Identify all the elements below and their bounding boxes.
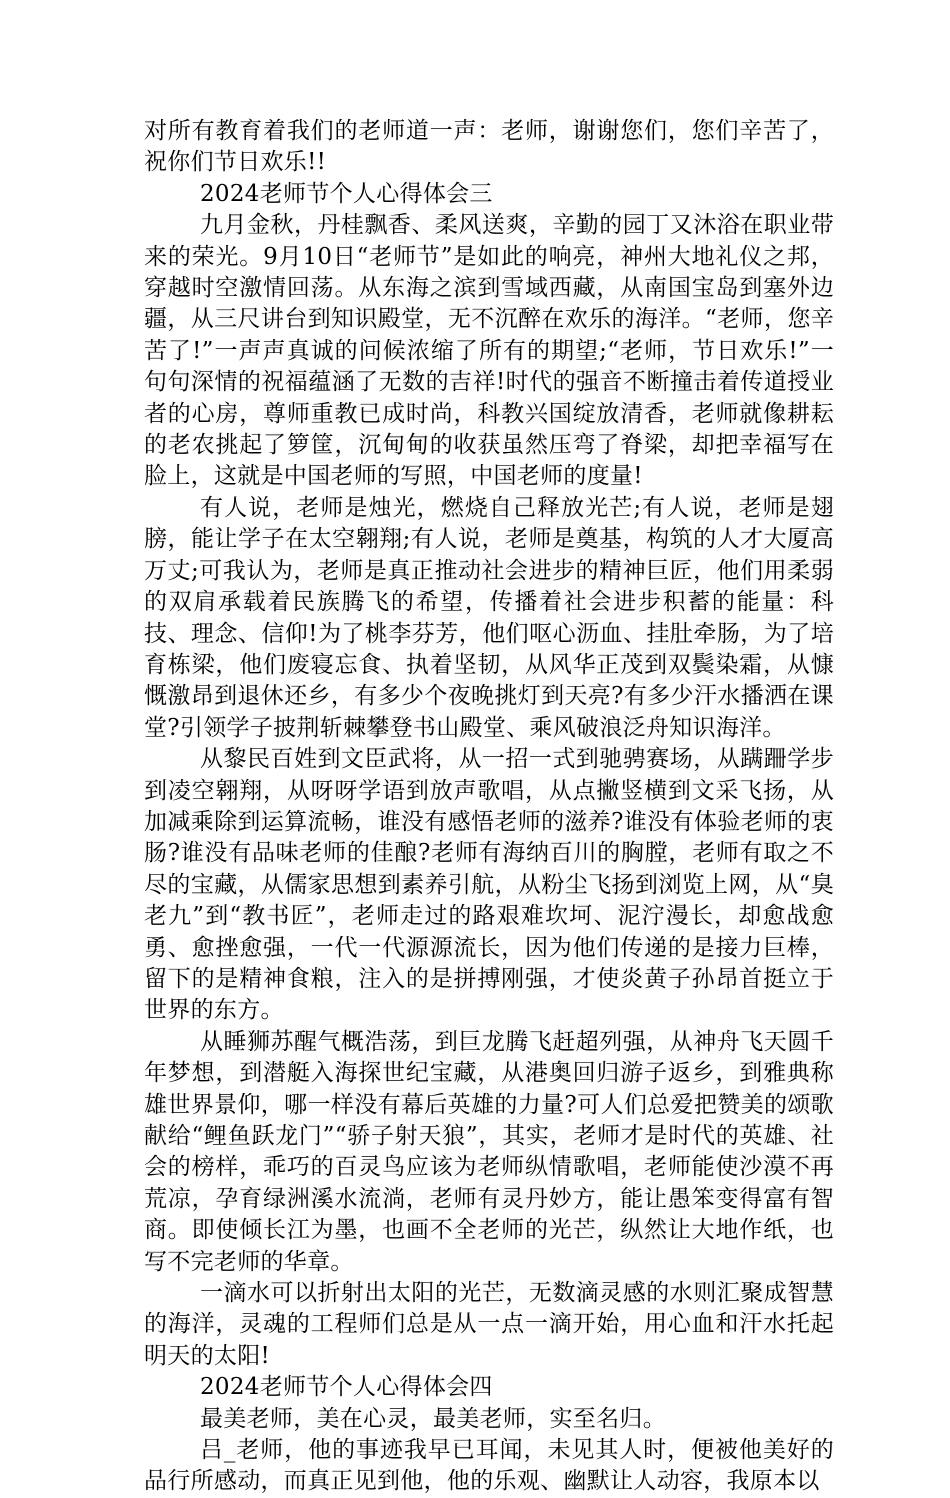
- paragraph-teacher-lv: 吕_老师，他的事迹我早已耳闻，未见其人时，便被他美好的品行所感动，而真正见到他，他的乐观、幽默让人动容，我原本以: [144, 1437, 834, 1495]
- document-body: [144, 116, 834, 1498]
- paragraph-awakened-lion: 从睡狮苏醒气概浩荡，到巨龙腾飞赶超列强，从神舟飞天圆千年梦想，到潜艇入海探世纪宝藏，从港奥回归游子返乡，到雅典称雄世界景仰，哪一样没有幕后英雄的力量?可人们总爱把赞美的颂歌献给“鲤鱼跃龙门”“骄子射天狼”，其实，老师才是时代的英雄、社会的榜样，乖巧的百灵鸟应该为老师纵情歌唱，老师能使沙漠不再荒凉，孕育绿洲溪水流淌，老师有灵丹妙方，能让愚笨变得富有智商。即使倾长江为墨，也画不全老师的光芒，纵然让大地作纸，也写不完老师的华章。: [144, 1028, 834, 1275]
- paragraph-most-beautiful-teacher: 最美老师，美在心灵，最美老师，实至名归。: [200, 1405, 666, 1432]
- paragraph-closing-wish: 对所有教育着我们的老师道一声：老师，谢谢您们，您们辛苦了，祝你们节日欢乐!!: [144, 118, 834, 176]
- paragraph-candle-light: 有人说，老师是烛光，燃烧自己释放光芒;有人说，老师是翅膀，能让学子在太空翱翔;有人说，老师是奠基，构筑的人才大厦高万丈;可我认为，老师是真正推动社会进步的精神巨匠，他们用柔弱的双肩承载着民族腾飞的希望，传播着社会进步积蓄的能量：科技、理念、信仰!为了桃李芬芳，他们呕心沥血、挂肚牵肠，为了培育栋梁，他们废寝忘食、执着坚韧，从风华正茂到双鬓染霜，从慷慨激昂到退休还乡，有多少个夜晚挑灯到天亮?有多少汗水播洒在课堂?引领学子披荆斩棘攀登书山殿堂、乘风破浪泛舟知识海洋。: [144, 494, 834, 741]
- section-heading-three: 2024老师节个人心得体会三: [200, 180, 493, 207]
- paragraph-common-people: 从黎民百姓到文臣武将，从一招一式到驰骋赛场，从蹒跚学步到凌空翱翔，从呀呀学语到放声歌唱，从点撇竖横到文采飞扬，从加减乘除到运算流畅，谁没有感悟老师的滋养?谁没有体验老师的衷肠?谁没有品味老师的佳酿?老师有海纳百川的胸膛，老师有取之不尽的宝藏，从儒家思想到素养引航，从粉尘飞扬到浏览上网，从“臭老九”到“教书匠”，老师走过的路艰难坎坷、泥泞漫长，却愈战愈勇、愈挫愈强，一代一代源源流长，因为他们传递的是接力巨棒，留下的是精神食粮，注入的是拼搏刚强，才使炎黄子孙昂首挺立于世界的东方。: [144, 746, 834, 1024]
- paragraph-golden-autumn: 九月金秋，丹桂飘香、柔风送爽，辛勤的园丁又沐浴在职业带来的荣光。9月10日“老师节”是如此的响亮，神州大地礼仪之邦，穿越时空激情回荡。从东海之滨到雪域西藏，从南国宝岛到塞外边疆，从三尺讲台到知识殿堂，无不沉醉在欢乐的海洋。“老师，您辛苦了!”一声声真诚的问候浓缩了所有的期望;“老师，节日欢乐!”一句句深情的祝福蕴涵了无数的吉祥!时代的强音不断撞击着传道授业者的心房，尊师重教已成时尚，科教兴国绽放清香，老师就像耕耘的老农挑起了箩筐，沉甸甸的收获虽然压弯了脊梁，却把幸福写在脸上，这就是中国老师的写照，中国老师的度量!: [144, 212, 834, 490]
- section-heading-four: 2024老师节个人心得体会四: [200, 1374, 493, 1401]
- paragraph-drop-of-water: 一滴水可以折射出太阳的光芒，无数滴灵感的水则汇聚成智慧的海洋，灵魂的工程师们总是从一点一滴开始，用心血和汗水托起明天的太阳!: [144, 1280, 834, 1369]
